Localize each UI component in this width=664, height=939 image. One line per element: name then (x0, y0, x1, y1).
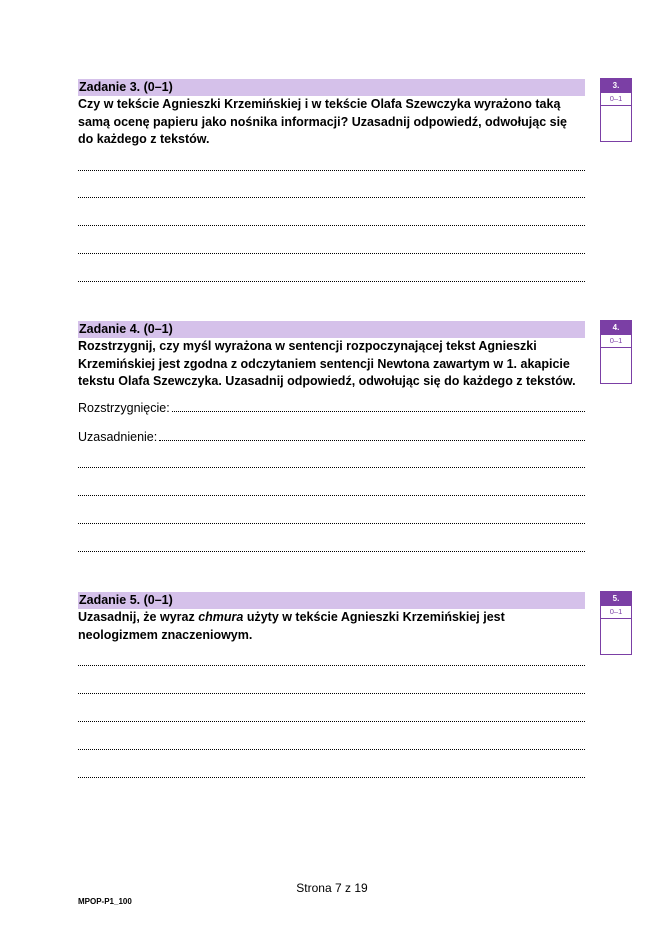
answer-line[interactable] (78, 693, 585, 694)
justification-label: Uzasadnienie: (78, 430, 158, 444)
question-text: Uzasadnij, że wyraz (78, 610, 199, 624)
task-4-header: Zadanie 4. (0–1) (78, 321, 585, 338)
score-points: 0–1 (601, 335, 631, 348)
italic-term: chmura (198, 610, 244, 624)
score-number: 4. (601, 321, 631, 335)
task-5-question (78, 609, 585, 644)
score-number: 3. (601, 79, 631, 93)
score-points: 0–1 (601, 93, 631, 106)
score-entry-field[interactable] (601, 348, 631, 383)
task-3 (78, 79, 585, 149)
decision-line[interactable] (78, 401, 585, 415)
score-entry-field[interactable] (601, 619, 631, 654)
answer-line[interactable] (78, 170, 585, 171)
answer-line[interactable] (78, 495, 585, 496)
document-code: MPOP-P1_100 (78, 897, 132, 906)
decision-label: Rozstrzygnięcie: (78, 401, 170, 415)
answer-line[interactable] (78, 197, 585, 198)
score-box-4 (600, 320, 632, 384)
justification-line[interactable] (78, 430, 585, 444)
score-points: 0–1 (601, 606, 631, 619)
answer-line[interactable] (78, 777, 585, 778)
justification-dots (159, 440, 585, 441)
score-entry-field[interactable] (601, 106, 631, 141)
answer-line[interactable] (78, 467, 585, 468)
answer-line[interactable] (78, 253, 585, 254)
task-5-header: Zadanie 5. (0–1) (78, 592, 585, 609)
answer-line[interactable] (78, 281, 585, 282)
answer-line[interactable] (78, 551, 585, 552)
decision-dots (172, 411, 585, 412)
task-5 (78, 592, 585, 644)
score-box-5 (600, 591, 632, 655)
answer-line[interactable] (78, 721, 585, 722)
answer-line[interactable] (78, 665, 585, 666)
answer-line[interactable] (78, 749, 585, 750)
answer-line[interactable] (78, 225, 585, 226)
task-4-question: Rozstrzygnij, czy myśl wyrażona w sentencji rozpoczynającej tekst Agnieszki Krzemińskiej jest zgodna z odczytaniem sentencji Newtona zawartym w 1. akapicie tekstu Olafa Szewczyka. Uzasadnij odpowiedź, odwołując się do każdego z tekstów. (78, 339, 576, 388)
question-text: użyty w tekście Agnieszki Krzemińskiej jest neologizmem znaczeniowym. (78, 610, 505, 642)
answer-line[interactable] (78, 523, 585, 524)
score-box-3 (600, 78, 632, 142)
task-4 (78, 321, 585, 391)
score-number: 5. (601, 592, 631, 606)
task-3-header: Zadanie 3. (0–1) (78, 79, 585, 96)
task-3-question: Czy w tekście Agnieszki Krzemińskiej i w tekście Olafa Szewczyka wyrażono taką samą ocenę papieru jako nośnika informacji? Uzasadnij odpowiedź, odwołując się do każdego z tekstów. (78, 97, 568, 146)
page-number: Strona 7 z 19 (296, 881, 368, 895)
